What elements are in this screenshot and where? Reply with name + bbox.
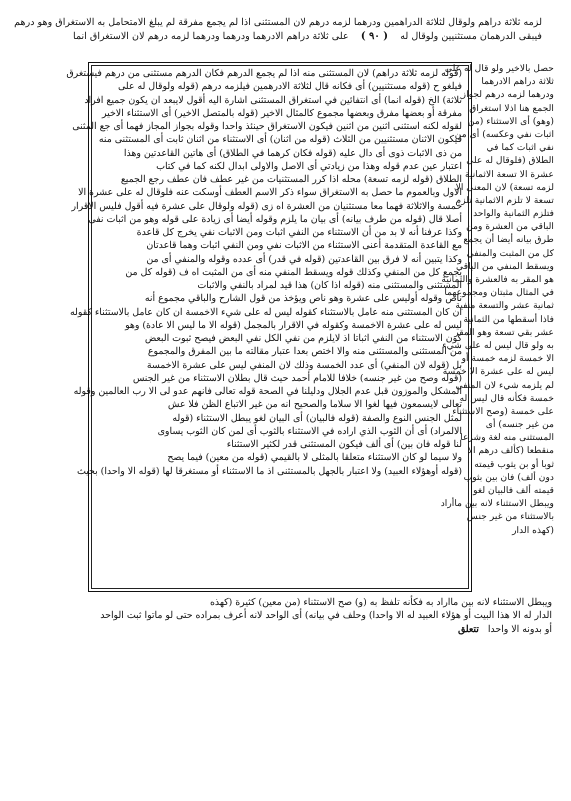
- margin-line: من غير جنسه) أى: [485, 419, 554, 431]
- commentary-line: الاول وبالعموم ما حصل به الاستغراق سواء ذكر الاسم العطف أوسكت عنه فلوقال له على عشرة الا: [78, 187, 462, 199]
- commentary-line: اعتبار عين عدم قوله وهذا من زيادتي أى الاصل والاولى ابدال لكنه كما في كتاب: [156, 160, 462, 172]
- commentary-line: (قوله وصح من غير جنسه) خلافا للامام أحمد حيث قال بطلان الاستثناء من غير الجنس: [132, 372, 462, 384]
- continuation-line: أو بدونه الا واحدا: [487, 623, 552, 635]
- margin-line: المستثنى منه لغة وشرعا: [460, 432, 554, 444]
- header-line-2: فيبقى الدرهمان مستثنيين ولوقال له: [400, 30, 542, 42]
- margin-line: دون ألف) فان بين بثوب: [463, 471, 554, 483]
- margin-line: ثمانية عشر والتسعة منفية: [455, 300, 554, 312]
- commentary-line: مفرقة أو بعضها مفرق وبعضها مجموع كالمثال الاخير (قوله بالمتصل الاخير) أى الاستثناء الاخير: [101, 107, 462, 119]
- margin-text: [440, 62, 554, 602]
- page-header: [14, 16, 542, 60]
- commentary-line: فيلغو ح (قوله مستثنيين) أى فكانه قال لثلاثة الادرهمين فيلزمه درهم (قوله ولوقال له على: [117, 81, 462, 93]
- commentary-line: من ذى الاثبات ذوى أى دال عليه (قوله فكان كرهما في الطلاق) أى هاتين القاعدتين وهذا: [123, 147, 462, 159]
- margin-line: عشرة الا تسعة الاثمانية: [465, 168, 554, 180]
- commentary-line: ليس له على عشرة الاخمسة وكقوله في الاقرار بالمجمل (قوله الا ما ليس الا عادة) وهو: [125, 319, 462, 331]
- margin-line: خمسة فكأنه قال ليس له: [459, 392, 554, 404]
- commentary-line: (قوله أوهؤلاء العبيد) ولا اعتبار بالجهل بالمستثنى اذ ما الاستثناء أو مستغرقا لها (قوله الا واحدا) بحيث: [76, 465, 462, 477]
- continuation-text: [90, 596, 552, 648]
- continuation-line: الدار له الا هذا البيت أو هؤلاء العبيد له الا واحدا) وحلف في بيانه) أى الواحد لانه أعرف بمراده حتى لو ماتوا ثبت الواحد: [100, 610, 552, 622]
- margin-line: نفي اثبات كما في: [486, 142, 554, 154]
- margin-line: حصل بالاخير ولو قال له على: [444, 63, 554, 74]
- commentary-line: كون الاستثناء من النفي اثباتا اذ لايلزم من نفي الكل نفي البعض فيصح ثبوت البعض: [144, 333, 462, 344]
- continuation-line: ويبطل الاستثناء لانه بين مااراد به فكأنه تلفظ به (و) صح الاستثناء (من معين) كثيرة (كهذه: [209, 597, 552, 608]
- commentary-line: لنا قوله فان بين) أى ألف فيكون المستثنى قدر لكثير الاستثناء: [226, 439, 462, 450]
- commentary-line: الطلاق (قوله لزمه تسعة) محله اذا كرر المستثنيات من غير عطف فان عطف رجع الجميع: [120, 174, 462, 185]
- commentary-line: المشكل والموزون قبل عدم الجلال ودليلنا في الصحة قوله تعالى فانهم عدو لى الا رب العالمين وقوله: [73, 386, 462, 397]
- margin-line: لزمه تسعة) لان المعنى الا: [455, 181, 554, 193]
- commentary-line: ثلاثة) الخ (قوله انما) أى انتفائين في استغراق المستثنى اشارة اليه أقول لايبعد ان يكون جميع افراد: [84, 94, 462, 106]
- margin-line: ودرهما لزمه درهم لجواز: [461, 89, 554, 101]
- header-line-1: لزمه ثلاثة دراهم ولوقال لثلاثة الدراهمين ودرهما لزمه درهم لان المستثنى اذا لم يجمع مفرقة لم يبلغ الامتحامل به الاستغراق وهو درهم: [14, 17, 542, 28]
- margin-line: فتلزم الثمانية والواحد: [473, 208, 554, 220]
- margin-line: الا خمسة لزمه خمسة أو: [461, 353, 554, 365]
- margin-line: بالاستثناء من غير جنس: [466, 511, 554, 523]
- margin-line: هو المقر به فالعشرة والثمانية: [441, 274, 554, 285]
- margin-line: في المثال مثبتان ومجموعهما: [444, 287, 554, 299]
- commentary-line: ناص وقوله أوليس على عشرة وهو ناص ويؤخذ من قول الشارح والباقي مجموع أنه: [144, 293, 462, 305]
- commentary-line: يجمع كل من المنفي وكذلك قوله ويسقط المنفي منه أى من المثبت اه ف (قوله كل من: [125, 266, 462, 278]
- commentary-line: مع القاعدة المتقدمة أعنى الاستثناء من الاثبات نفي ومن النفي اثبات وهما قاعدتان: [146, 240, 462, 252]
- margin-line: قيمته ألف فالبيان لغو: [473, 485, 554, 496]
- commentary-line: فيكون الاثنان مستثنيين من الثلاث (قوله من اثنان) أى الاستثناء من اثنان ثابت أى المستثنى منه: [98, 134, 462, 146]
- commentary-line: وكذا يتبين أنه لا فرق بين القاعدتين (قوله في قدر) أى عدده وقوله والمنفي أى من: [146, 253, 462, 265]
- margin-line: ثوبا أو بن يثوب قيمته: [474, 458, 554, 470]
- catchword: تتعلق: [457, 623, 479, 635]
- margin-line: كل من المثبت والمنفي: [466, 247, 554, 259]
- margin-line: تسعة لا تلزم الاثمانية تلزم: [455, 194, 554, 206]
- page-number: ( ٩٠ ): [360, 30, 388, 42]
- commentary-line: بل (قوله لان المنفي) أى عدد الخمسة وذلك لان المنفي ليس على عشرة الاخمسة: [146, 359, 462, 371]
- commentary-line: خمسة والاثلاثة فهما معا مستثنيان من العشرة اه زى (قوله ولوقال على عشرة فيه أقول فليس الاقرار: [71, 200, 462, 212]
- margin-line: الجمع هنا اذلا استغراق: [469, 102, 554, 114]
- margin-line: ويسقط المنفي من الباقي: [456, 260, 554, 272]
- margin-line: منقطعا (كألف درهم الا: [467, 445, 554, 457]
- commentary-line: وكذا عرفنا أنه لا بد من أن الاستثناء من النفي اثبات ومن الاثبات نفي يخرج كل قاعدة: [136, 227, 462, 238]
- margin-line: اثبات نفي وعكسه) أى من: [454, 128, 554, 140]
- margin-line: ليس له على عشرة الا خمسة: [442, 366, 554, 378]
- margin-line: الطلاق (فلوقال له على: [466, 155, 554, 167]
- margin-line: (وهو) أى الاستثناء (من: [467, 115, 554, 127]
- margin-line: به ولو قال ليس له على شيء: [442, 339, 554, 351]
- commentary-line: ولا سيما لو كان الاستثناء متعلقا بالمثلى لا بالقيمي (قوله من معين) فيما يصح: [167, 452, 462, 464]
- commentary-line: لقوله لكنه استثنى اثنين من اثنين فيكون الاستغراق حينئذ واحدا وقوله بجواز المجاز فهما أى جع المثنى: [72, 121, 462, 132]
- header-line-3: على ثلاثة دراهم الادرهما ودرهما ودرهما لزمه درهم لان الاستغراق انما: [73, 30, 349, 42]
- commentary-line: (قوله لزمه ثلاثة دراهم) لان المستثنى منه اذا لم يجمع الدرهم فكان الدرهم مستثنى من درهم فيستغرق: [66, 68, 462, 79]
- commentary-line: ان كان المستثنى منه عامل بالاستثناء كقوله ليس له على شيء الاخمسة ان كان عامل بالاستثناء كقوله: [69, 306, 462, 318]
- margin-line: على خمسة (وصح الاستثناء: [452, 405, 554, 417]
- margin-line: ويبطل الاستثناء لانه بين ماأراد: [440, 498, 554, 510]
- margin-line: الباقي من العشرة ومن: [466, 221, 554, 233]
- commentary-line: تعالى لايسمعون فيها لغوا الا سلاما والصحيح انه من غير الاتباع الظن فلا عش: [167, 399, 462, 411]
- margin-line: لم يلزمه شيء لان المنفي: [455, 379, 554, 391]
- commentary-text: [66, 67, 462, 587]
- margin-line: عشر بقي تسعة وهو المقر: [454, 326, 554, 338]
- commentary-line: الالمراد) أى أن الثوب الذي اراده في الاستثناء بالثوب أى لمن كان الثوب يساوى: [157, 425, 462, 437]
- commentary-line: المستثنى والمستثنى منه (قوله اذا كان) هذا قيد لمراد بالنفي والاثبات: [197, 280, 462, 291]
- margin-line: فاذا أسقطها من الثمانية: [463, 313, 554, 325]
- margin-line: (كهذه الدار: [512, 524, 554, 536]
- commentary-line: لمثل الجنس النوع والصفة (قوله فالبيان) أى البيان لغو يبطل الاستثناء (قوله: [172, 412, 462, 424]
- commentary-line: من المستثنى والمستثنى منه والا اختص بعدا عتبار مقالته ما بين المفرق والمجموع: [147, 346, 462, 358]
- margin-line: طرق بيانه أيضا أن يجمع: [463, 234, 554, 246]
- margin-line: ثلاثة دراهم الادرهما: [481, 76, 554, 88]
- commentary-line: أصلا قال (قوله من طرف بيانه) أى بيان ما يلزم وقوله أيضا أى زيادة على قوله وهو من اثبات نفى: [88, 213, 462, 225]
